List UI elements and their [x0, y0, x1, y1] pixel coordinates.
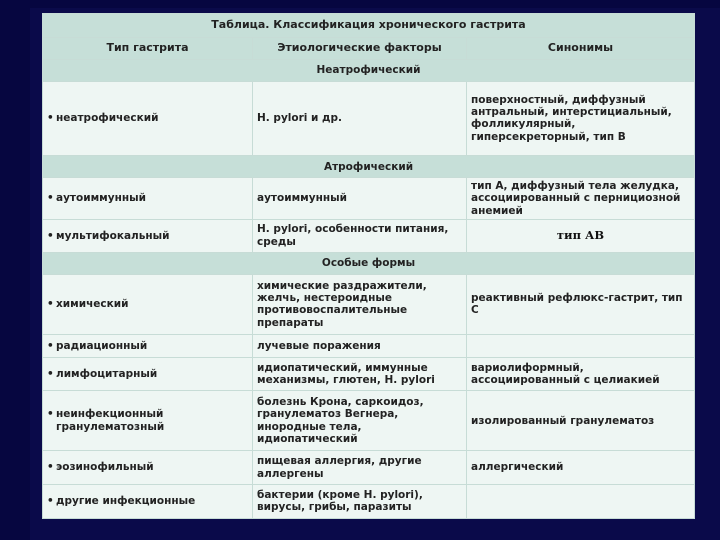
etiology-cell: H. pylori, особенности питания, среды	[253, 219, 467, 252]
etiology-cell: пищевая аллергия, другие аллергены	[253, 451, 467, 484]
gastritis-classification-table	[42, 13, 695, 519]
section-row	[43, 156, 695, 178]
section-label: Неатрофический	[43, 59, 695, 81]
slide	[42, 13, 694, 519]
title-row	[43, 14, 695, 38]
section-row	[43, 59, 695, 81]
gastritis-type-cell	[43, 178, 253, 220]
gastritis-type: радиационный	[56, 339, 148, 352]
table-row	[43, 81, 695, 156]
gastritis-type: другие инфекционные	[56, 495, 196, 508]
etiology-cell: лучевые поражения	[253, 335, 467, 358]
table-title: Таблица. Классификация хронического гастрита	[43, 14, 695, 38]
bullet-icon: •	[47, 367, 54, 380]
section-label: Атрофический	[43, 156, 695, 178]
gastritis-type: аутоиммунный	[56, 192, 146, 205]
gastritis-type-continuation: гранулематозный	[56, 420, 165, 433]
column-header-etiology: Этиологические факторы	[253, 37, 467, 59]
gastritis-type-cell	[43, 391, 253, 451]
gastritis-type-cell	[43, 81, 253, 156]
table-row	[43, 335, 695, 358]
synonyms-cell: аллергический	[467, 451, 695, 484]
synonyms-cell: поверхностный, диффузный антральный, интерстициальный, фолликулярный, гиперсекреторный, тип В	[467, 81, 695, 156]
table-row	[43, 178, 695, 220]
header-row	[43, 37, 695, 59]
column-header-synonyms: Синонимы	[467, 37, 695, 59]
bullet-icon: •	[47, 112, 54, 125]
etiology-cell: химические раздражители, желчь, нестероидные противовоспалительные препараты	[253, 274, 467, 334]
gastritis-type-cell	[43, 451, 253, 484]
synonyms-cell: тип АВ	[467, 219, 695, 252]
table-row	[43, 219, 695, 252]
gastritis-type: лимфоцитарный	[56, 367, 158, 380]
synonyms-cell: изолированный гранулематоз	[467, 391, 695, 451]
bullet-icon: •	[47, 461, 54, 474]
bullet-icon: •	[47, 229, 54, 242]
background-stripe	[0, 0, 30, 540]
bullet-icon: •	[47, 192, 54, 205]
table-row	[43, 274, 695, 334]
table-row	[43, 357, 695, 390]
synonyms-cell	[467, 484, 695, 518]
etiology-cell: H. pylori и др.	[253, 81, 467, 156]
table-row	[43, 484, 695, 518]
table-row	[43, 451, 695, 484]
bullet-icon: •	[47, 298, 54, 311]
gastritis-type: химический	[56, 298, 129, 311]
gastritis-type: неинфекционный	[56, 408, 164, 421]
bullet-icon: •	[47, 408, 54, 421]
table-row	[43, 391, 695, 451]
synonyms-cell: вариолиформный, ассоциированный с целиакией	[467, 357, 695, 390]
gastritis-type: эозинофильный	[56, 461, 154, 474]
etiology-cell: болезнь Крона, саркоидоз, гранулематоз Вегнера, инородные тела, идиопатический	[253, 391, 467, 451]
gastritis-type-cell	[43, 357, 253, 390]
etiology-cell: аутоиммунный	[253, 178, 467, 220]
gastritis-type-cell	[43, 219, 253, 252]
section-row	[43, 252, 695, 274]
gastritis-type: неатрофический	[56, 112, 159, 125]
synonyms-cell: реактивный рефлюкс-гастрит, тип С	[467, 274, 695, 334]
gastritis-type: мультифокальный	[56, 229, 170, 242]
gastritis-type-cell	[43, 484, 253, 518]
etiology-cell: бактерии (кроме H. pylori), вирусы, грибы, паразиты	[253, 484, 467, 518]
column-header-type: Тип гастрита	[43, 37, 253, 59]
section-label: Особые формы	[43, 252, 695, 274]
bullet-icon: •	[47, 339, 54, 352]
synonyms-cell: тип А, диффузный тела желудка, ассоциированный с пернициозной анемией	[467, 178, 695, 220]
background-stripe	[0, 0, 720, 8]
synonyms-cell	[467, 335, 695, 358]
bullet-icon: •	[47, 495, 54, 508]
gastritis-type-cell	[43, 335, 253, 358]
gastritis-type-cell	[43, 274, 253, 334]
etiology-cell: идиопатический, иммунные механизмы, глютен, H. pylori	[253, 357, 467, 390]
